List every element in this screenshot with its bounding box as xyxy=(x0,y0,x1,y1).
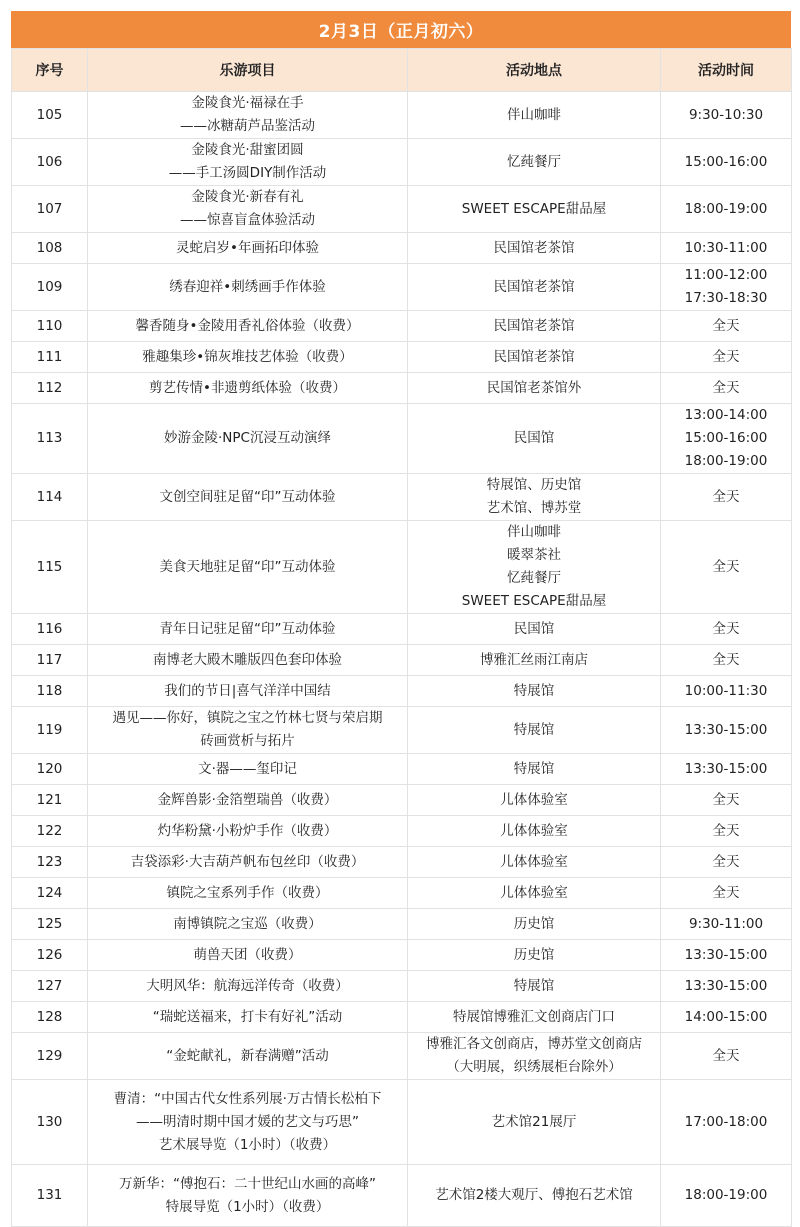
project-line: 南博镇院之宝巡（收费） xyxy=(173,915,322,932)
project-line: ——冰糖葫芦品鉴活动 xyxy=(180,118,315,134)
location-line: 历史馆 xyxy=(513,946,555,963)
location-line: 伴山咖啡 xyxy=(507,106,561,123)
location-line: 民国馆 xyxy=(513,430,555,446)
row-number: 109 xyxy=(12,264,88,311)
table-row xyxy=(12,264,792,311)
project-cell xyxy=(88,92,408,139)
project-line: 金陵食光·新春有礼 xyxy=(191,189,304,205)
project-line: ——明清时期中国才媛的艺文与巧思” xyxy=(136,1113,359,1130)
time-cell xyxy=(661,1033,792,1080)
table-body xyxy=(12,92,792,1227)
time-line: 全天 xyxy=(712,348,740,365)
time-line: 14:00-15:00 xyxy=(684,1008,768,1025)
table-row xyxy=(12,940,792,971)
location-line: 民国馆 xyxy=(513,620,555,637)
row-number: 110 xyxy=(12,311,88,342)
row-number: 120 xyxy=(12,754,88,785)
project-cell xyxy=(88,186,408,233)
time-line: 13:30-15:00 xyxy=(684,760,768,777)
project-cell xyxy=(88,1080,408,1165)
table-row xyxy=(12,474,792,521)
location-line: 民国馆老茶馆 xyxy=(493,278,575,295)
row-number: 127 xyxy=(12,971,88,1002)
time-cell xyxy=(661,1080,792,1165)
location-cell xyxy=(408,614,661,645)
header-time: 活动时间 xyxy=(661,49,792,92)
time-cell xyxy=(661,707,792,754)
row-number: 121 xyxy=(12,785,88,816)
location-cell xyxy=(408,521,661,614)
row-number: 111 xyxy=(12,342,88,373)
project-line: 绣春迎祥•刺绣画手作体验 xyxy=(169,278,326,295)
row-number: 131 xyxy=(12,1165,88,1227)
row-number: 108 xyxy=(12,233,88,264)
location-line: 博雅汇丝雨江南店 xyxy=(480,651,588,668)
date-banner: 2月3日（正月初六） xyxy=(11,11,791,48)
time-line: 全天 xyxy=(712,791,740,808)
table-row xyxy=(12,92,792,139)
location-line: 忆莼餐厅 xyxy=(507,153,561,170)
row-number: 123 xyxy=(12,847,88,878)
project-cell xyxy=(88,645,408,676)
location-cell xyxy=(408,971,661,1002)
time-line: 全天 xyxy=(712,379,740,396)
time-line: 全天 xyxy=(712,317,740,334)
table-row xyxy=(12,1080,792,1165)
project-cell xyxy=(88,311,408,342)
project-line: 艺术展导览（1小时）（收费） xyxy=(158,1136,337,1153)
time-cell xyxy=(661,186,792,233)
project-line: 镇院之宝系列手作（收费） xyxy=(166,884,329,901)
time-cell xyxy=(661,847,792,878)
time-line: 10:30-11:00 xyxy=(684,239,768,256)
row-number: 129 xyxy=(12,1033,88,1080)
project-line: 妙游金陵·NPC沉浸互动演绎 xyxy=(164,430,331,446)
project-line: 万新华：“傅抱石：二十世纪山水画的高峰” xyxy=(119,1175,376,1192)
location-line: 艺术馆2楼大观厅、傅抱石艺术馆 xyxy=(435,1187,633,1203)
project-line: 雅趣集珍•锦灰堆技艺体验（收费） xyxy=(142,348,353,365)
location-line: SWEET ESCAPE甜品屋 xyxy=(461,200,607,217)
time-cell xyxy=(661,1002,792,1033)
table-row xyxy=(12,676,792,707)
project-cell xyxy=(88,1033,408,1080)
location-cell xyxy=(408,474,661,521)
time-cell xyxy=(661,909,792,940)
project-line: 文·器——玺印记 xyxy=(198,760,297,777)
location-line: 伴山咖啡 xyxy=(507,524,561,540)
project-cell xyxy=(88,1002,408,1033)
location-cell xyxy=(408,909,661,940)
location-line: 特展馆 xyxy=(513,977,555,994)
project-line: 特展导览（1小时）（收费） xyxy=(165,1198,330,1215)
location-cell xyxy=(408,878,661,909)
table-row xyxy=(12,707,792,754)
project-line: 文创空间驻足留“印”互动体验 xyxy=(159,488,336,505)
location-line: 历史馆 xyxy=(513,915,555,932)
time-cell xyxy=(661,785,792,816)
project-line: 金辉兽影·金箔塑瑞兽（收费） xyxy=(157,791,338,808)
time-cell xyxy=(661,816,792,847)
location-cell xyxy=(408,785,661,816)
row-number: 130 xyxy=(12,1080,88,1165)
schedule-table xyxy=(11,48,792,1227)
table-row xyxy=(12,816,792,847)
project-line: 金陵食光·福禄在手 xyxy=(191,95,304,111)
table-row xyxy=(12,186,792,233)
header-row xyxy=(12,49,792,92)
time-cell xyxy=(661,940,792,971)
time-line: 11:00-12:00 xyxy=(684,267,768,283)
table-row xyxy=(12,404,792,474)
time-cell xyxy=(661,342,792,373)
table-row xyxy=(12,847,792,878)
location-line: 儿体体验室 xyxy=(500,822,568,839)
time-line: 13:00-14:00 xyxy=(684,407,768,423)
location-cell xyxy=(408,233,661,264)
location-cell xyxy=(408,940,661,971)
project-line: 砖画赏析与拓片 xyxy=(200,733,295,749)
project-line: 金陵食光·甜蜜团圆 xyxy=(191,142,304,158)
location-cell xyxy=(408,92,661,139)
project-cell xyxy=(88,521,408,614)
time-cell xyxy=(661,474,792,521)
time-cell xyxy=(661,614,792,645)
table-row xyxy=(12,878,792,909)
time-line: 15:00-16:00 xyxy=(684,153,768,170)
time-cell xyxy=(661,233,792,264)
project-line: 美食天地驻足留“印”互动体验 xyxy=(159,558,336,575)
row-number: 118 xyxy=(12,676,88,707)
row-number: 119 xyxy=(12,707,88,754)
project-cell xyxy=(88,139,408,186)
project-line: 大明风华：航海远洋传奇（收费） xyxy=(146,977,349,994)
location-line: 民国馆老茶馆 xyxy=(493,348,575,365)
location-line: 民国馆老茶馆 xyxy=(493,317,575,334)
location-line: 特展馆博雅汇文创商店门口 xyxy=(453,1008,615,1025)
location-cell xyxy=(408,139,661,186)
table-row xyxy=(12,311,792,342)
time-line: 13:30-15:00 xyxy=(684,946,768,963)
project-cell xyxy=(88,878,408,909)
project-line: 青年日记驻足留“印”互动体验 xyxy=(159,620,336,637)
location-cell xyxy=(408,373,661,404)
table-row xyxy=(12,754,792,785)
row-number: 117 xyxy=(12,645,88,676)
location-cell xyxy=(408,1165,661,1227)
project-line: 遇见——你好，镇院之宝之竹林七贤与荣启期 xyxy=(112,710,383,726)
location-line: 特展馆 xyxy=(513,721,555,738)
time-line: 15:00-16:00 xyxy=(684,430,768,446)
table-row xyxy=(12,521,792,614)
time-line: 17:00-18:00 xyxy=(684,1113,768,1130)
location-line: SWEET ESCAPE甜品屋 xyxy=(461,593,607,609)
location-line: 暖翠茶社 xyxy=(507,547,561,563)
time-cell xyxy=(661,878,792,909)
project-cell xyxy=(88,404,408,474)
time-line: 18:00-19:00 xyxy=(684,200,768,217)
location-cell xyxy=(408,342,661,373)
time-cell xyxy=(661,971,792,1002)
project-cell xyxy=(88,754,408,785)
time-cell xyxy=(661,311,792,342)
project-line: 曹清：“中国古代女性系列展·万古情长松柏下 xyxy=(113,1090,382,1107)
time-line: 全天 xyxy=(712,853,740,870)
table-row xyxy=(12,971,792,1002)
project-line: ——手工汤圆DIY制作活动 xyxy=(168,165,327,181)
row-number: 124 xyxy=(12,878,88,909)
time-cell xyxy=(661,139,792,186)
time-line: 13:30-15:00 xyxy=(684,721,768,738)
time-line: 全天 xyxy=(712,884,740,901)
location-line: （大明展，织绣展柜台除外） xyxy=(446,1059,622,1075)
time-line: 全天 xyxy=(712,488,740,505)
row-number: 112 xyxy=(12,373,88,404)
project-cell xyxy=(88,707,408,754)
project-line: 吉袋添彩·大吉葫芦帆布包丝印（收费） xyxy=(130,853,365,870)
row-number: 125 xyxy=(12,909,88,940)
time-cell xyxy=(661,264,792,311)
project-line: “金蛇献礼，新春满赠”活动 xyxy=(166,1047,329,1064)
time-cell xyxy=(661,404,792,474)
row-number: 115 xyxy=(12,521,88,614)
row-number: 122 xyxy=(12,816,88,847)
row-number: 128 xyxy=(12,1002,88,1033)
location-cell xyxy=(408,1033,661,1080)
time-line: 全天 xyxy=(712,1047,740,1064)
table-row xyxy=(12,139,792,186)
project-line: 萌兽天团（收费） xyxy=(193,946,302,963)
project-cell xyxy=(88,614,408,645)
time-line: 13:30-15:00 xyxy=(684,977,768,994)
location-line: 艺术馆21展厅 xyxy=(491,1113,577,1130)
location-cell xyxy=(408,186,661,233)
project-line: ——惊喜盲盒体验活动 xyxy=(180,212,315,228)
time-line: 全天 xyxy=(712,620,740,637)
project-cell xyxy=(88,940,408,971)
table-row xyxy=(12,233,792,264)
table-row xyxy=(12,1002,792,1033)
table-row xyxy=(12,1033,792,1080)
time-cell xyxy=(661,373,792,404)
location-cell xyxy=(408,1080,661,1165)
row-number: 107 xyxy=(12,186,88,233)
time-cell xyxy=(661,754,792,785)
table-row xyxy=(12,373,792,404)
location-cell xyxy=(408,754,661,785)
time-line: 18:00-19:00 xyxy=(684,1187,768,1203)
location-cell xyxy=(408,404,661,474)
project-cell xyxy=(88,909,408,940)
row-number: 113 xyxy=(12,404,88,474)
time-cell xyxy=(661,521,792,614)
project-cell xyxy=(88,847,408,878)
project-cell xyxy=(88,1165,408,1227)
location-line: 博雅汇各文创商店，博苏堂文创商店 xyxy=(426,1036,642,1052)
time-line: 全天 xyxy=(712,651,740,668)
table-row xyxy=(12,614,792,645)
location-cell xyxy=(408,816,661,847)
project-line: 南博老大殿木雕版四色套印体验 xyxy=(153,651,342,668)
location-line: 特展馆 xyxy=(513,682,555,699)
location-line: 儿体体验室 xyxy=(500,791,568,808)
project-line: 剪艺传情•非遗剪纸体验（收费） xyxy=(149,379,346,396)
project-cell xyxy=(88,474,408,521)
row-number: 116 xyxy=(12,614,88,645)
location-cell xyxy=(408,847,661,878)
time-cell xyxy=(661,676,792,707)
header-number: 序号 xyxy=(12,49,88,92)
project-cell xyxy=(88,816,408,847)
row-number: 106 xyxy=(12,139,88,186)
location-cell xyxy=(408,707,661,754)
time-cell xyxy=(661,1165,792,1227)
time-cell xyxy=(661,92,792,139)
project-line: 我们的节日|喜气洋洋中国结 xyxy=(164,682,331,699)
project-line: 灵蛇启岁•年画拓印体验 xyxy=(176,239,319,256)
time-line: 10:00-11:30 xyxy=(684,682,768,699)
time-line: 18:00-19:00 xyxy=(684,453,768,469)
location-line: 儿体体验室 xyxy=(500,884,568,901)
project-line: “瑞蛇送福来，打卡有好礼”活动 xyxy=(152,1008,343,1025)
location-line: 艺术馆、博苏堂 xyxy=(486,500,582,516)
table-row xyxy=(12,645,792,676)
row-number: 105 xyxy=(12,92,88,139)
location-cell xyxy=(408,311,661,342)
project-line: 馨香随身•金陵用香礼俗体验（收费） xyxy=(135,317,360,334)
project-cell xyxy=(88,342,408,373)
location-line: 忆莼餐厅 xyxy=(507,570,561,586)
table-row xyxy=(12,1165,792,1227)
time-line: 9:30-10:30 xyxy=(688,106,764,123)
header-project: 乐游项目 xyxy=(88,49,408,92)
project-cell xyxy=(88,676,408,707)
project-cell xyxy=(88,373,408,404)
location-line: 民国馆老茶馆外 xyxy=(486,379,582,396)
table-row xyxy=(12,909,792,940)
table-row xyxy=(12,785,792,816)
location-cell xyxy=(408,676,661,707)
project-line: 灼华粉黛·小粉炉手作（收费） xyxy=(157,822,338,839)
time-line: 9:30-11:00 xyxy=(688,915,764,932)
project-cell xyxy=(88,233,408,264)
project-cell xyxy=(88,264,408,311)
schedule-sheet xyxy=(11,11,791,1227)
location-cell xyxy=(408,264,661,311)
location-line: 特展馆 xyxy=(513,760,555,777)
location-line: 儿体体验室 xyxy=(500,853,568,870)
time-line: 17:30-18:30 xyxy=(684,290,768,306)
time-cell xyxy=(661,645,792,676)
time-line: 全天 xyxy=(712,558,740,575)
location-cell xyxy=(408,1002,661,1033)
header-location: 活动地点 xyxy=(408,49,661,92)
time-line: 全天 xyxy=(712,822,740,839)
project-cell xyxy=(88,971,408,1002)
row-number: 126 xyxy=(12,940,88,971)
row-number: 114 xyxy=(12,474,88,521)
table-row xyxy=(12,342,792,373)
location-line: 特展馆、历史馆 xyxy=(486,477,582,493)
project-cell xyxy=(88,785,408,816)
location-cell xyxy=(408,645,661,676)
location-line: 民国馆老茶馆 xyxy=(493,239,575,256)
